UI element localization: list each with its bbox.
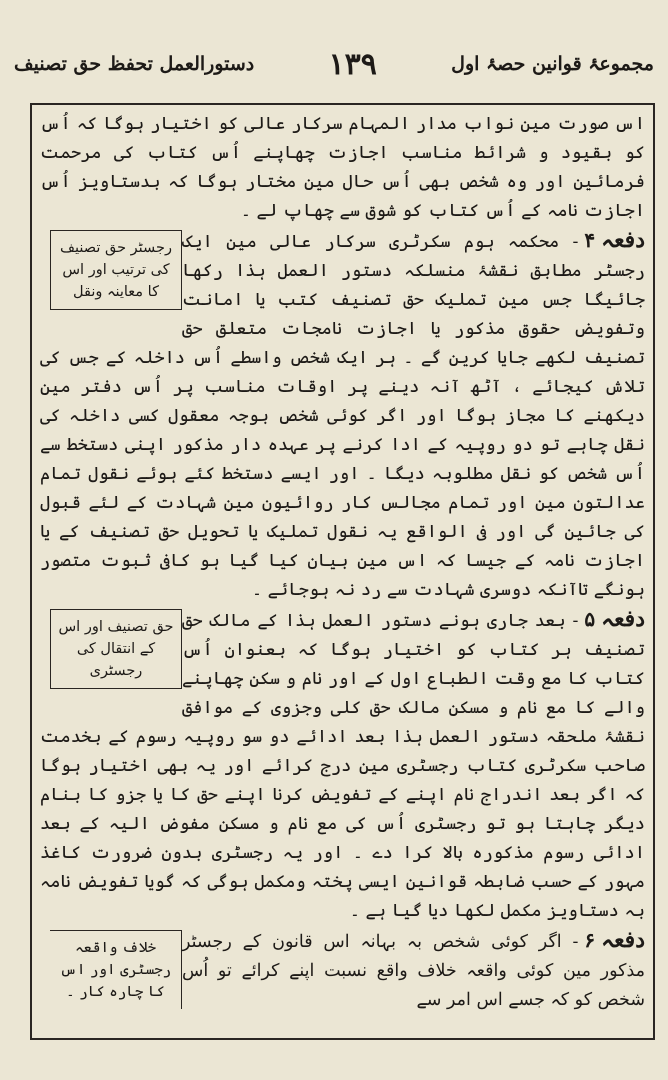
page-number: ۱۳۹ [328,46,377,82]
running-title-left: دستورالعمل تحفظ حق تصنیف [14,53,255,75]
running-title-right: مجموعۂ قوانین حصۂ اول [451,53,654,75]
page-body [40,110,645,1030]
intro-paragraph: اس صورت مین نواب مدار المہام سرکار عالی کو اختیار ہوگا کہ اُس کو بقیود و شرائط مناسب اجازت چھاپنے اُس کتاب کی مرحمت فرمائین اور وہ شخص بھی اُس حال مین مختار ہوگا کہ بدستاویز اُس اجازت نامہ کے اُس کتاب کو شوق سے چھاپ لے ۔ [40,114,645,221]
section-4-number: ۴ [584,228,596,252]
section-5 [40,605,645,926]
section-4-text: - محکمہ ہوم سکرٹری سرکار عالی مین ایک رجسٹر مطابق نقشۂ منسلکہ دستور العمل ہذا رکھا جائیگا جس مین تملیک حق تصنیف کتب یا امانت وتفویض حقوق مذکور یا اجازت نامجات متعلق حق تصنیف لکھے جایا کرین گے ۔ ہر ایک شخص واسطے اُس داخلہ کے جس کی تلاش کیجائے ، آٹھ آنہ دینے پر اوقات مناسب پر اُس دفتر مین دیکھنے کا مجاز ہوگا اور اگر کوئی شخص بوجہ معقول کسی داخلہ کی نقل چاہے تو دو روپیہ کے ادا کرنے پر عہدہ دار مذکور اپنی دستخط سے اُس شخص کو نقل مطلوبہ دیگا ۔ اور ایسے دستخط کئے ہوئے نقول تمام عدالتون مین اور تمام مجالس کار روائیون مین شہادت کے لئے قبول کی جائین گی اور فی الواقع یہ نقول تملیک یا تحویل حق تصنیف کے یا اجازت نامہ کے جیسا کہ اس مین بیان کیا گیا ہو کافی ثبوت متصور ہونگے تاآنکہ دوسری شہادت سے رد نہ ہوجائے ۔ [40,232,645,600]
section-4-label: دفعہ [601,227,645,253]
section-4 [40,226,645,605]
section-5-label: دفعہ [601,606,645,632]
section-6-label: دفعہ [601,927,645,953]
page-header [14,42,654,86]
section-6 [40,926,645,1015]
section-6-text: - اگر کوئی شخص بہ بہانہ اس قانون کے رجسٹر مذکور مین کوئی واقعہ خلاف واقع نسبت اپنے کرائے تو اُس شخص کو کہ جسے اس امر سے [182,932,645,1010]
section-6-margin-note: خلاف واقعہ رجسٹری اور اس کا چارہ کار ۔ [50,930,182,1009]
section-5-margin-note: حق تصنیف اور اس کے انتقال کی رجسٹری [50,609,182,689]
section-4-margin-note: رجسٹر حق تصنیف کی ترتیب اور اس کا معاینہ ونقل [50,230,182,310]
section-5-number: ۵ [584,607,596,631]
section-6-number: ۶ [584,928,596,952]
section-5-text: - بعد جاری ہونے دستور العمل ہذا کے مالک حق تصنیف ہر کتاب کو اختیار ہوگا کہ بعنوان اُس کتاب کا مع وقت الطباع اول کے اور نام و سکن چھاپنے والے کا مع نام و مسکن مالک حق کلی وجزوی کے موافق نقشۂ ملحقہ دستور العمل ہذا بعد ادائے دو سو روپیہ رسوم کے بخدمت صاحب سکرٹری کتاب رجسٹری مین درج کرائے اور یہ بھی اختیار ہوگا کہ اگر بعد اندراج نام اپنے کے تفویض کرنا اپنے حق کا یا جزو کا بنام دیگر چاہتا ہو تو رجسٹری اُس کی مع نام و مسکن مفوض الیہ کے بعد ادائی رسوم مذکورہ بالا کرا دے ۔ اور یہ رجسٹری بدون ضرورت کاغذ مہور کے حسب ضابطہ قوانین ایسی پختہ ومکمل ہوگی کہ گویا تفویض نامہ بہ دستاویز مکمل لکھا دیا گیا ہے ۔ [40,611,645,921]
